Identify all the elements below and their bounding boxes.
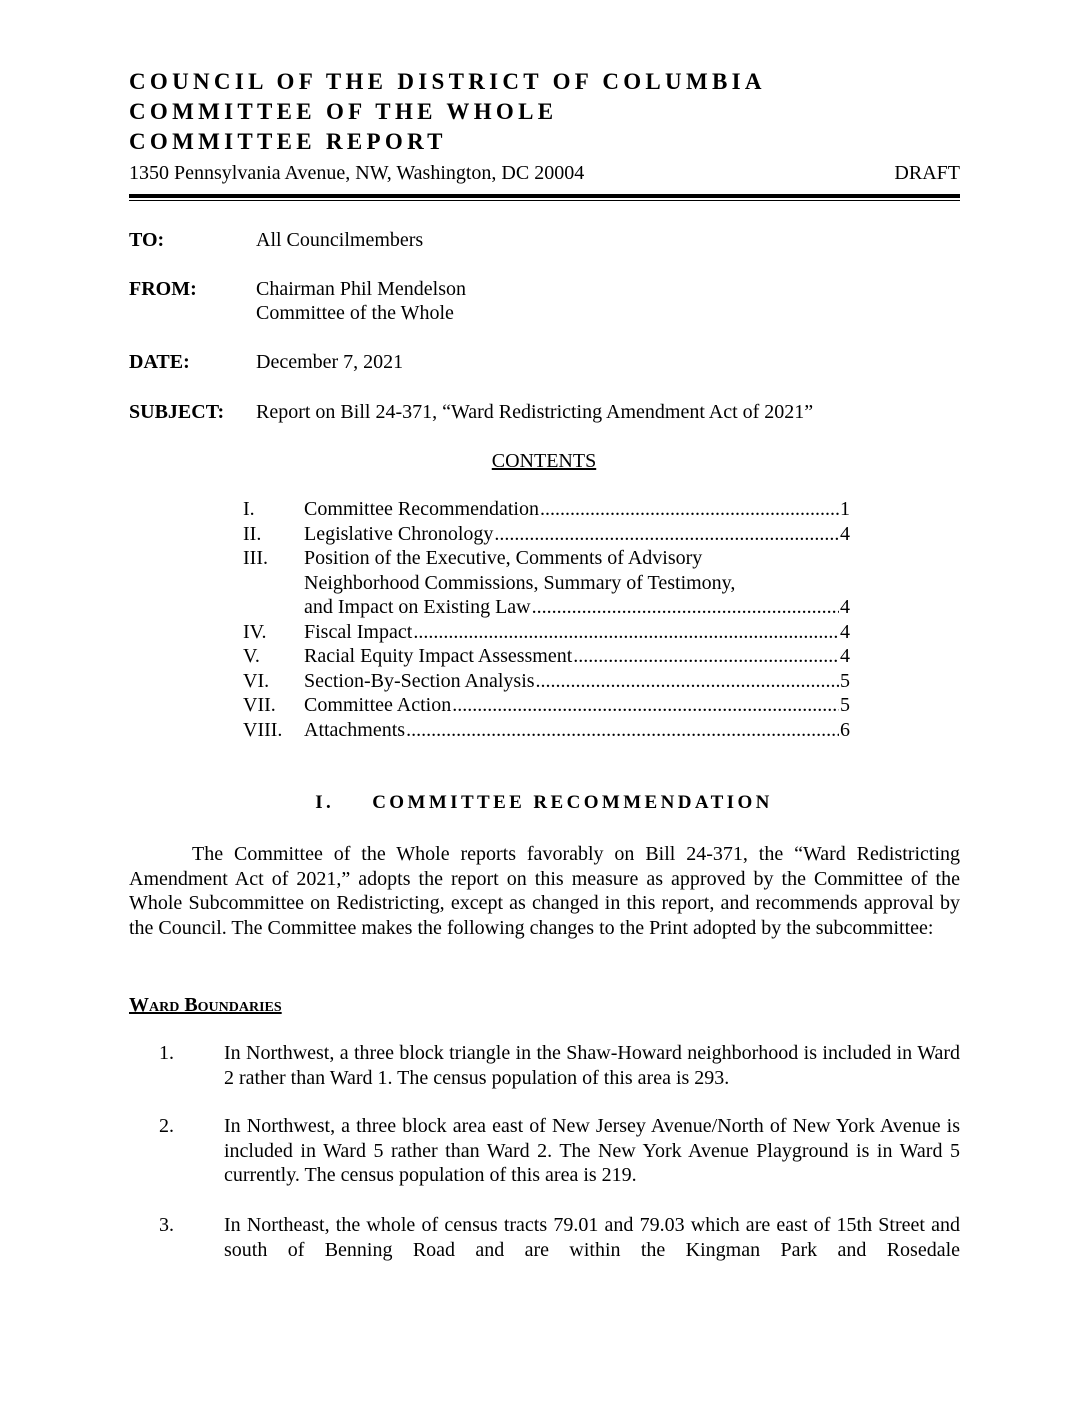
council-name-heading: COUNCIL OF THE DISTRICT OF COLUMBIA xyxy=(129,69,766,94)
table-of-contents xyxy=(243,497,850,742)
toc-entry[interactable] xyxy=(243,718,850,743)
list-item-number: 3. xyxy=(159,1214,174,1236)
toc-entry-number: IV. xyxy=(243,620,267,643)
draft-status-label: DRAFT xyxy=(894,162,960,184)
subject-value: Report on Bill 24-371, “Ward Redistricting Amendment Act of 2021” xyxy=(256,401,814,423)
toc-entry-title: Attachments xyxy=(304,718,406,741)
toc-entry-title: Section-By-Section Analysis xyxy=(304,669,535,692)
council-address: 1350 Pennsylvania Avenue, NW, Washington, DC 20004 xyxy=(129,162,585,184)
toc-entry-number: I. xyxy=(243,498,255,520)
toc-entry-title: Fiscal Impact xyxy=(304,620,413,643)
recommendation-paragraph: The Committee of the Whole reports favorably on Bill 24-371, the “Ward Redistricting Amendment Act of 2021,” adopts the report on this measure as approved by the Committee of the Whole Subcommittee on Redistricting, except as changed in this report, and recommends approval by the Council. The Committee makes the following changes to the Print adopted by the subcommittee: xyxy=(129,843,960,939)
list-item-text: In Northwest, a three block triangle in the Shaw-Howard neighborhood is included in Ward 2 rather than Ward 1. The census population of this area is 293. xyxy=(224,1042,960,1089)
from-value-committee: Committee of the Whole xyxy=(256,302,454,324)
toc-entry-title: Committee Recommendation xyxy=(304,498,539,520)
to-label: TO: xyxy=(129,229,165,251)
toc-entry-page: 4 xyxy=(840,596,850,618)
date-label: DATE: xyxy=(129,351,190,373)
report-type-heading: COMMITTEE REPORT xyxy=(129,129,447,154)
section-number: I. xyxy=(315,792,335,813)
toc-entry[interactable] xyxy=(243,644,850,669)
from-label: FROM: xyxy=(129,278,197,300)
toc-entry-page: 1 xyxy=(840,498,850,520)
toc-dot-leader xyxy=(540,497,839,522)
toc-entry-page: 5 xyxy=(840,669,850,692)
toc-dot-leader xyxy=(532,595,839,620)
toc-entry[interactable] xyxy=(243,693,850,718)
toc-entry-title: and Impact on Existing Law xyxy=(304,596,531,618)
subject-label: SUBJECT: xyxy=(129,401,225,423)
from-value-name: Chairman Phil Mendelson xyxy=(256,278,466,300)
toc-dot-leader xyxy=(573,644,839,669)
toc-entry-page: 4 xyxy=(840,522,850,545)
list-item-text: In Northwest, a three block area east of New Jersey Avenue/North of New York Avenue is included in Ward 5 rather than Ward 2. The New York Avenue Playground is in Ward 5 currently. The census population of this area is 219. xyxy=(224,1115,960,1187)
list-item-text: In Northeast, the whole of census tracts 79.01 and 79.03 which are east of 15th Street and south of Benning Road and are within the Kingman Park and Rosedale xyxy=(224,1214,960,1261)
section-title: COMMITTEE RECOMMENDATION xyxy=(372,792,773,813)
toc-dot-leader xyxy=(413,620,839,645)
toc-entry-number: VIII. xyxy=(243,718,283,741)
toc-entry-continuation[interactable] xyxy=(243,595,850,620)
toc-entry[interactable] xyxy=(243,546,850,571)
contents-heading-text: CONTENTS xyxy=(491,450,597,472)
toc-entry-number: V. xyxy=(243,645,260,667)
header-rule-thin xyxy=(129,200,960,201)
toc-entry-number: II. xyxy=(243,522,262,545)
list-item-number: 2. xyxy=(159,1115,174,1137)
toc-entry-title-line: Position of the Executive, Comments of Advisory xyxy=(304,547,703,569)
contents-heading xyxy=(0,449,1088,474)
toc-dot-leader xyxy=(406,718,839,743)
date-value: December 7, 2021 xyxy=(256,351,404,373)
toc-entry-title: Committee Action xyxy=(304,694,452,716)
toc-entry-number: VI. xyxy=(243,669,270,692)
toc-entry-number: III. xyxy=(243,547,268,569)
list-item-number: 1. xyxy=(159,1042,174,1064)
toc-dot-leader xyxy=(494,522,839,547)
toc-entry-title: Legislative Chronology xyxy=(304,522,494,545)
toc-entry-page: 5 xyxy=(840,694,850,716)
section-heading xyxy=(0,791,1088,815)
toc-entry-title-line: Neighborhood Commissions, Summary of Testimony, xyxy=(304,571,736,594)
toc-entry-page: 4 xyxy=(840,645,850,667)
toc-entry[interactable] xyxy=(243,620,850,645)
ward-boundaries-subheading: Ward Boundaries xyxy=(129,994,282,1016)
toc-entry-page: 6 xyxy=(840,718,850,741)
toc-entry[interactable] xyxy=(243,669,850,694)
toc-entry[interactable] xyxy=(243,522,850,547)
header-rule-thick xyxy=(129,194,960,198)
toc-dot-leader xyxy=(536,669,839,694)
toc-entry-page: 4 xyxy=(840,620,850,643)
toc-entry-number: VII. xyxy=(243,694,276,716)
committee-name-heading: COMMITTEE OF THE WHOLE xyxy=(129,99,558,124)
toc-dot-leader xyxy=(452,693,839,718)
toc-entry[interactable] xyxy=(243,497,850,522)
to-value: All Councilmembers xyxy=(256,229,424,251)
toc-entry-title: Racial Equity Impact Assessment xyxy=(304,645,573,667)
